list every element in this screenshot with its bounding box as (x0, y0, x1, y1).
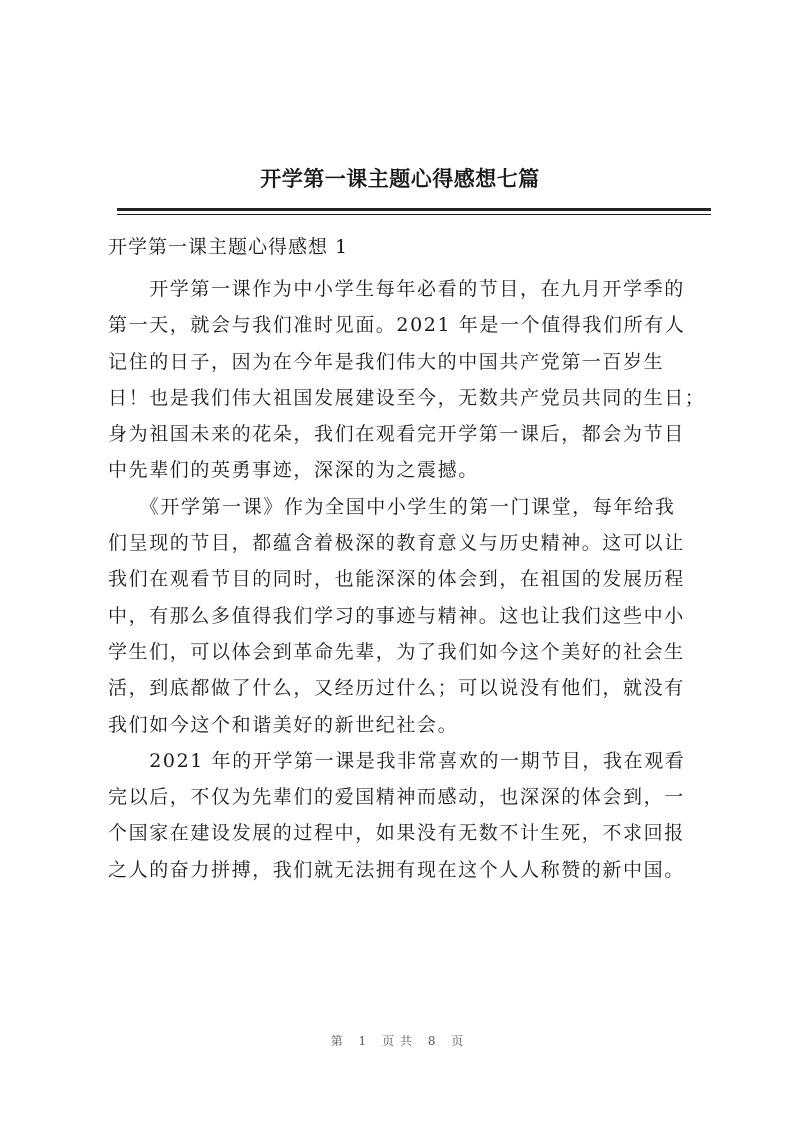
text-line: 中先辈们的英勇事迹，深深的为之震撼。 (108, 459, 479, 482)
text-line: 我们在观看节目的同时，也能深深的体会到，在祖国的发展历程 (108, 568, 685, 591)
section-heading: 开学第一课主题心得感想 1 (108, 236, 349, 258)
text-line: 个国家在建设发展的过程中，如果没有无数不计生死，不求回报 (108, 822, 685, 845)
text-line: 之人的奋力拼搏，我们就无法拥有现在这个人人称赞的新中国。 (108, 858, 685, 881)
title-divider-thin (117, 214, 711, 215)
body-text (108, 271, 708, 888)
text-line: 学生们，可以体会到革命先辈，为了我们如今这个美好的社会生 (108, 640, 685, 663)
text-line: 完以后，不仅为先辈们的爱国精神而感动，也深深的体会到，一 (108, 786, 685, 809)
page-footer: 第 1 页共 8 页 (330, 1034, 470, 1048)
title-divider (117, 208, 711, 211)
text-line: 记住的日子，因为在今年是我们伟大的中国共产党第一百岁生 (108, 350, 665, 373)
text-line: 身为祖国未来的花朵，我们在观看完开学第一课后，都会为节目 (108, 423, 685, 446)
text-line: 日！也是我们伟大祖国发展建设至今，无数共产党员共同的生日； (108, 386, 706, 409)
text-line: 2021 年的开学第一课是我非常喜欢的一期节目，我在观看 (108, 749, 686, 772)
text-line: 第一天，就会与我们准时见面。2021 年是一个值得我们所有人 (108, 314, 686, 337)
text-line: 我们如今这个和谐美好的新世纪社会。 (108, 713, 459, 736)
page-title: 开学第一课主题心得感想七篇 (260, 167, 540, 191)
text-line: 活，到底都做了什么，又经历过什么；可以说没有他们，就没有 (108, 677, 685, 700)
text-line: 《开学第一课》作为全国中小学生的第一门课堂，每年给我 (108, 495, 676, 518)
text-line: 中，有那么多值得我们学习的事迹与精神。这也让我们这些中小 (108, 604, 685, 627)
text-line: 开学第一课作为中小学生每年必看的节目，在九月开学季的 (108, 278, 685, 300)
text-line: 们呈现的节目，都蕴含着极深的教育意义与历史精神。这可以让 (108, 532, 685, 555)
